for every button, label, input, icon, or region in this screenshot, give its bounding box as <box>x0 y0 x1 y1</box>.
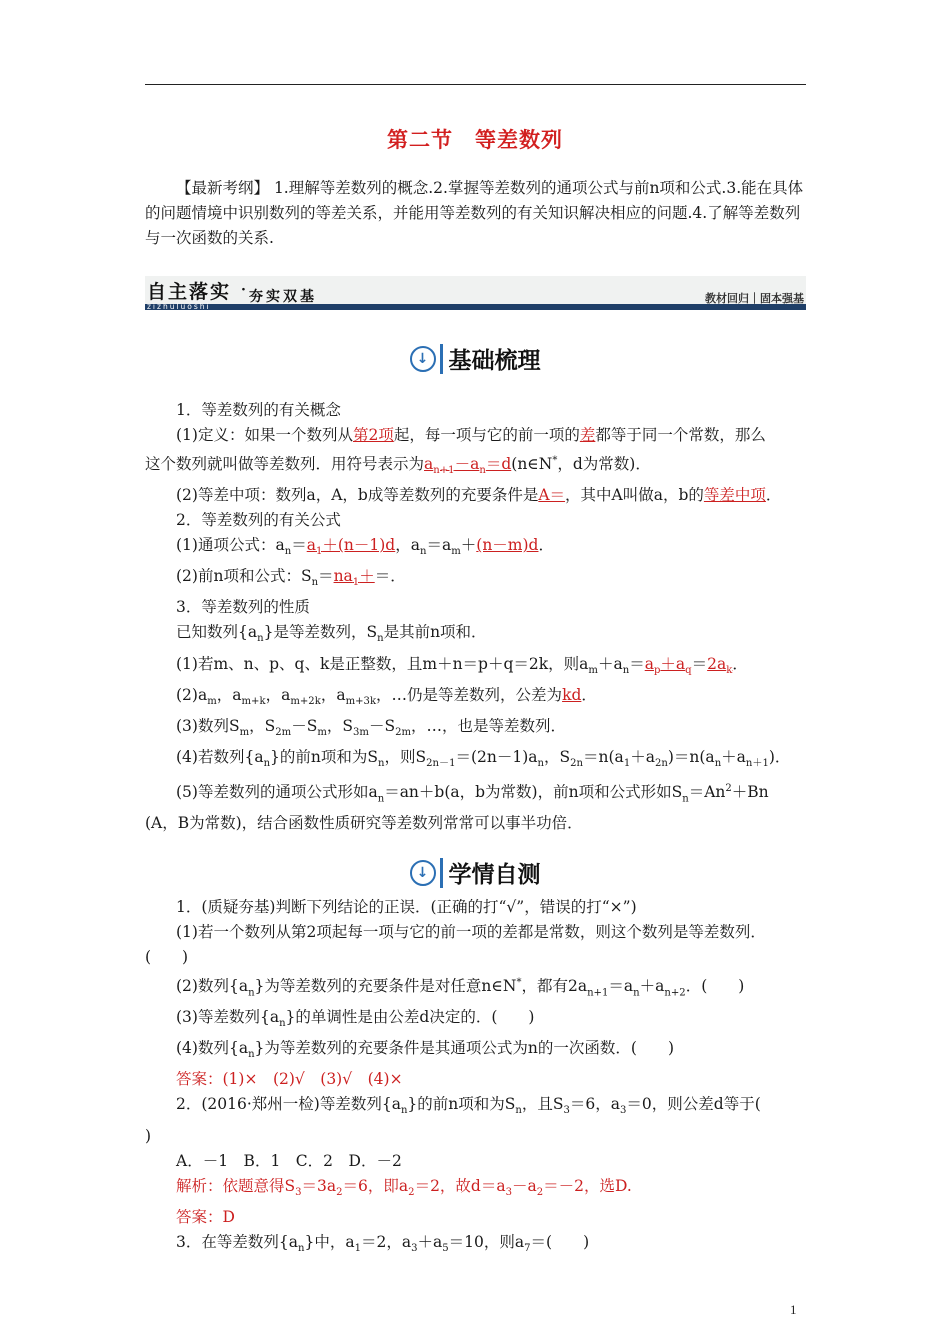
section-heading-basics <box>0 342 950 375</box>
text-line: $(2)a_m$，$a_{m+k}$，$a_{m+2k}$，$a_{m+3k}$，…仍是等差数列，公差为kd． <box>176 685 597 707</box>
text-line: 解析：依题意得$S_3=3a_2=6$，即$a_2=2$，故$d=a_3-a_2=-2$，选D. <box>176 1176 632 1198</box>
text-line: (3)数列$S_m$，$S_{2m}-S_m$，$S_{3m}-S_{2m}$，…，也是等差数列． <box>176 716 567 738</box>
header-rule <box>145 84 806 85</box>
section-banner <box>145 276 806 310</box>
basics-body <box>145 398 806 836</box>
intro-bracket: 【最新考纲】 <box>176 179 270 197</box>
text-line: (1)若一个数列从第2项起每一项与它的前一项的差都是常数，则这个数列是等差数列． <box>176 923 766 941</box>
text-line: (2)数列$\{a_n\}$为等差数列的充要条件是对任意n∈N*，都有$2a_{n+1}=a_n+a_{n+2}$．( ) <box>176 977 745 999</box>
banner-pinyin: zizhuluoshi <box>147 302 211 311</box>
text-line: 1．(质疑夯基)判断下列结论的正误．(正确的打“√”，错误的打“×”) <box>176 898 637 916</box>
text-line: 1．等差数列的有关概念 <box>176 401 341 419</box>
text-line: 2．等差数列的有关公式 <box>176 511 341 530</box>
text-line: (4)数列$\{a_n\}$为等差数列的充要条件是其通项公式为n的一次函数．( ) <box>176 1039 674 1061</box>
text-line: (3)等差数列$\{a_n\}$的单调性是由公差d决定的．( ) <box>176 1008 535 1030</box>
text-line: 答案：(1)× (2)√ (3)√ (4)× <box>176 1070 403 1089</box>
page-title: 第二节 等差数列 <box>387 127 563 152</box>
text-line: (2)前n项和公式：$S_n=na_1+=$． <box>176 567 406 589</box>
text-line: 已知数列$\{a_n\}$是等差数列，$S_n$是其前n项和． <box>176 623 487 645</box>
banner-main: 自主落实 <box>147 281 232 303</box>
text-line: (4)若数列$\{a_n\}$的前n项和为$S_n$，则$S_{2n-1}=(2n-1)a_n$，$S_{2n}=n(a_1+a_{2n})=n(a_n+a_{n+1})$． <box>176 747 791 769</box>
banner-sub: 夯实双基 <box>249 289 317 305</box>
text-line: 这个数列就叫做等差数列．用符号表示为$a_{n+1}-a_n=d(n\in N^*$，d为常数)． <box>145 455 651 477</box>
intro-text: 1.理解等差数列的概念.2.掌握等差数列的通项公式与前n项和公式.3.能在具体的问题情境中识别数列的等差关系，并能用等差数列的有关知识解决相应的问题.4.了解等差数列与一次函数的关系. <box>145 179 804 247</box>
selftest-body <box>145 895 806 1261</box>
heading-bar <box>440 858 443 888</box>
section-title-basics: 基础梳理 <box>448 347 541 374</box>
section-heading-selftest <box>0 856 950 889</box>
banner-dot: · <box>241 282 246 298</box>
text-line: (1)通项公式：$a_n=a_1+(n-1)d$，$a_n=a_m+(n-m)d$． <box>176 536 554 558</box>
section-title-selftest: 学情自测 <box>448 861 541 888</box>
text-line: (1)若m、n、p、q、k是正整数，且m＋n＝p＋q＝2k，则$a_m+a_n=a_p+a_q=2a_k$． <box>176 654 748 676</box>
text-line: 3．在等差数列$\{a_n\}$中，$a_1=2$，$a_3+a_5=10$，则$a_7=$( ) <box>176 1232 590 1254</box>
text-line: 2．(2016·郑州一检)等差数列$\{a_n\}$的前n项和为$S_n$，且$S_3=6$，$a_3=0$，则公差d等于( <box>176 1095 761 1117</box>
text-line: 3．等差数列的性质 <box>176 598 310 617</box>
heading-bar <box>440 344 443 374</box>
text-line: (A，B为常数)，结合函数性质研究等差数列常常可以事半功倍． <box>145 814 583 833</box>
down-arrow-circle-icon: ↓ <box>410 346 436 372</box>
text-line: ( ) <box>145 948 189 966</box>
intro-paragraph <box>145 176 806 251</box>
down-arrow-circle-icon: ↓ <box>410 860 436 886</box>
text-line: A．－1 B．1 C．2 D．－2 <box>176 1151 402 1170</box>
text-line: ) <box>145 1126 152 1145</box>
page-number: 1 <box>790 1302 797 1317</box>
text-line: (1)定义：如果一个数列从第2项起，每一项与它的前一项的差都等于同一个常数，那么 <box>176 426 766 444</box>
text-line: (5)等差数列的通项公式形如$a_n=an+b(a$，b为常数)，前n项和公式形如$S_n=An^2+Bn$ <box>176 782 769 805</box>
banner-right: 教材回归｜固本强基 <box>705 292 804 305</box>
text-line: (2)等差中项：数列a，A，b成等差数列的充要条件是A＝，其中A叫做a，b的等差中项． <box>176 486 782 505</box>
text-line: 答案：D <box>176 1207 235 1226</box>
